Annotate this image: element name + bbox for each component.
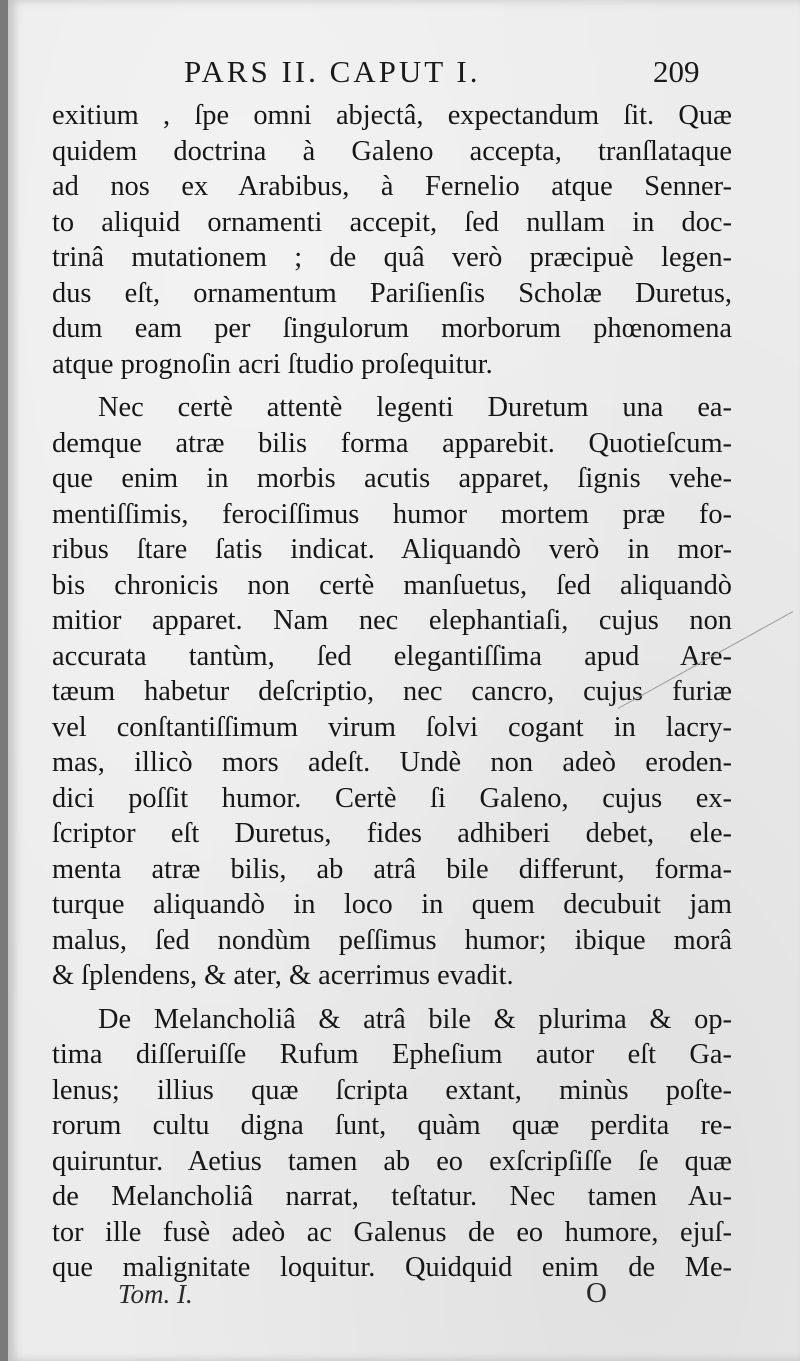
body-text	[52, 98, 732, 1286]
text-line: quiruntur. Aetius tamen ab eo exſcripſiſſe ſe quæ	[52, 1145, 732, 1177]
paragraph-gap	[52, 994, 732, 1002]
text-line: de Melancholiâ narrat, teſtatur. Nec tamen Au-	[52, 1181, 732, 1212]
text-line: lenus; illius quæ ſcripta extant, minùs poſte-	[52, 1074, 732, 1106]
running-head: PARS II. CAPUT I.	[184, 54, 481, 89]
paragraph-gap	[52, 382, 732, 390]
paragraph	[52, 390, 732, 994]
paragraph	[52, 1002, 732, 1286]
text-line: dum eam per ſingulorum morborum phœnomena	[52, 313, 732, 344]
text-line: & ſplendens, & ater, & acerrimus evadit.	[52, 960, 514, 991]
text-line: turque aliquandò in loco in quem decubuit jam	[52, 889, 732, 920]
text-line: malus, ſed nondùm peſſimus humor; ibique morâ	[52, 924, 732, 956]
text-line: to aliquid ornamenti accepit, ſed nullam in doc-	[52, 206, 732, 238]
text-line: exitium , ſpe omni abjectâ, expectandum ſit. Quæ	[52, 100, 732, 131]
text-line: vel conſtantiſſimum virum ſolvi cogant in lacry-	[52, 711, 732, 743]
text-line: De Melancholiâ & atrâ bile & plurima & op-	[98, 1003, 732, 1035]
text-line: accurata tantùm, ſed elegantiſſima apud Are-	[52, 640, 732, 672]
text-line: quidem doctrina à Galeno accepta, tranſlataque	[52, 135, 732, 167]
text-line: que malignitate loquitur. Quidquid enim de Me-	[52, 1252, 732, 1283]
text-line: Nec certè attentè legenti Duretum una ea-	[98, 392, 732, 423]
text-line: menta atræ bilis, ab atrâ bile differunt, forma-	[52, 853, 732, 885]
text-line: dici poſſit humor. Certè ſi Galeno, cujus ex-	[52, 782, 732, 814]
text-line: ribus ſtare ſatis indicat. Aliquandò verò in mor-	[52, 534, 732, 565]
text-line: dus eſt, ornamentum Pariſienſis Scholæ Duretus,	[52, 277, 732, 309]
text-line: mentiſſimis, ferociſſimus humor mortem præ fo-	[52, 498, 732, 530]
page-header	[8, 54, 800, 94]
text-line: ſcriptor eſt Duretus, fides adhiberi debet, ele-	[52, 818, 732, 849]
text-line: mitior apparet. Nam nec elephantiaſi, cujus non	[52, 605, 732, 636]
text-line: atque prognoſin acri ſtudio proſequitur.	[52, 348, 493, 380]
signature-mark: O	[586, 1277, 607, 1309]
text-line: que enim in morbis acutis apparet, ſignis vehe-	[52, 463, 732, 494]
text-line: demque atræ bilis forma apparebit. Quotieſcum-	[52, 427, 732, 459]
text-line: rorum cultu digna ſunt, quàm quæ perdita re-	[52, 1110, 732, 1141]
page-number: 209	[653, 54, 700, 89]
paragraph	[52, 98, 732, 382]
book-page	[8, 0, 800, 1361]
text-line: tor ille fusè adeò ac Galenus de eo humore, ejuſ-	[52, 1216, 732, 1248]
text-line: trinâ mutationem ; de quâ verò præcipuè legen-	[52, 242, 732, 273]
text-line: tæum habetur deſcriptio, nec cancro, cujus furiæ	[52, 676, 732, 707]
text-line: ad nos ex Arabibus, à Fernelio atque Senner-	[52, 171, 732, 202]
text-line: tima diſſeruiſſe Rufum Epheſium autor eſt Ga-	[52, 1039, 732, 1070]
page-footer	[8, 1279, 800, 1319]
text-line: mas, illicò mors adeſt. Undè non adeò eroden-	[52, 747, 732, 778]
text-line: bis chronicis non certè manſuetus, ſed aliquandò	[52, 569, 732, 601]
volume-mark: Tom. I.	[118, 1279, 193, 1309]
